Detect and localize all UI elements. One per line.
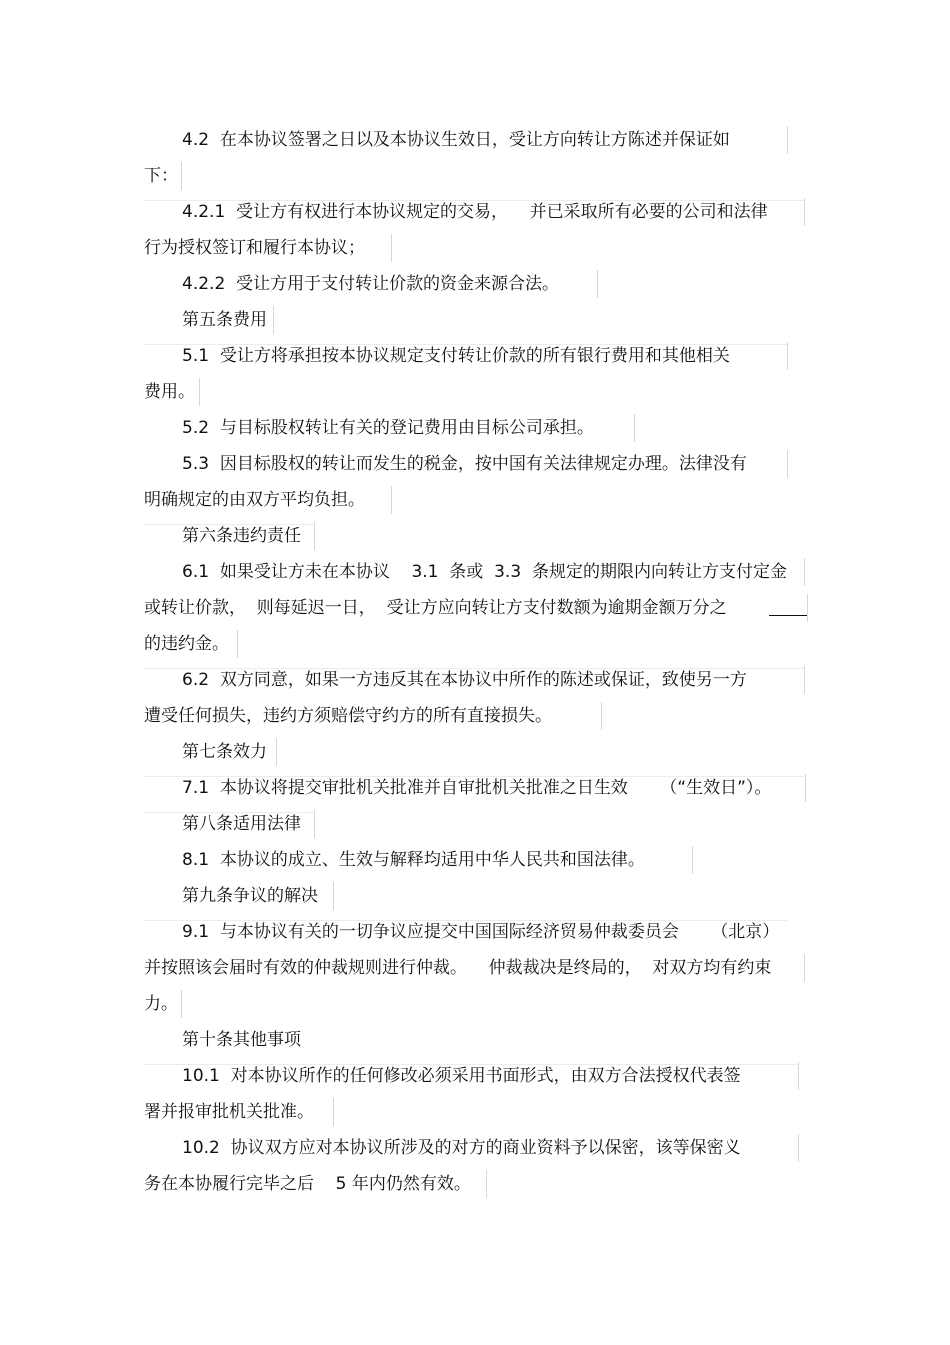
text-line: 6.1 如果受让方未在本协议 3.1 条或 3.3 条规定的期限内向转让方支付定金	[182, 562, 787, 582]
text-line: 8.1 本协议的成立、生效与解释均适用中华人民共和国法律。	[182, 850, 645, 870]
text-line: 遭受任何损失，违约方须赔偿守约方的所有直接损失。	[144, 706, 552, 726]
line-marker	[692, 846, 693, 874]
text-line: 10.2 协议双方应对本协议所涉及的对方的商业资料予以保密，该等保密义	[182, 1138, 741, 1158]
text-line: 并按照该会届时有效的仲裁规则进行仲裁。 仲裁裁决是终局的， 对双方均有约束	[144, 958, 772, 978]
line-marker	[486, 1170, 487, 1198]
text-line: 7.1 本协议将提交审批机关批准并自审批机关批准之日生效 （“生效日”）。	[182, 778, 772, 798]
line-marker	[798, 1134, 799, 1162]
line-marker	[804, 198, 805, 226]
blank-underline	[769, 600, 807, 616]
line-marker	[798, 1062, 799, 1090]
line-marker	[333, 1098, 334, 1126]
section-heading: 第五条费用	[182, 310, 267, 330]
text-line: 或转让价款， 则每延迟一日， 受让方应向转让方支付数额为逾期金额万分之	[144, 598, 727, 618]
section-heading: 第十条其他事项	[182, 1030, 301, 1050]
text-line: 务在本协履行完毕之后 5 年内仍然有效。	[144, 1174, 471, 1194]
line-marker	[314, 810, 315, 838]
section-heading: 第九条争议的解决	[182, 886, 318, 906]
line-marker	[601, 702, 602, 730]
line-marker	[391, 234, 392, 262]
text-line: 力。	[144, 994, 178, 1014]
text-line: 费用。	[144, 382, 195, 402]
text-line: 明确规定的由双方平均负担。	[144, 490, 365, 510]
line-marker	[804, 666, 805, 694]
line-marker	[333, 882, 334, 910]
text-line: 4.2 在本协议签署之日以及本协议生效日，受让方向转让方陈述并保证如	[182, 130, 730, 150]
line-marker	[391, 486, 392, 514]
text-line: 5.2 与目标股权转让有关的登记费用由目标公司承担。	[182, 418, 594, 438]
text-line: 5.1 受让方将承担按本协议规定支付转让价款的所有银行费用和其他相关	[182, 346, 730, 366]
section-heading: 第八条适用法律	[182, 814, 301, 834]
line-marker	[805, 774, 806, 802]
line-marker	[181, 990, 182, 1018]
line-marker	[804, 558, 805, 586]
line-marker	[787, 450, 788, 478]
line-marker	[276, 738, 277, 766]
text-line: 10.1 对本协议所作的任何修改必须采用书面形式，由双方合法授权代表签	[182, 1066, 741, 1086]
text-line: 4.2.2 受让方用于支付转让价款的资金来源合法。	[182, 274, 560, 294]
text-line: 9.1 与本协议有关的一切争议应提交中国国际经济贸易仲裁委员会 （北京）	[182, 922, 780, 942]
line-marker	[787, 342, 788, 370]
line-marker	[787, 126, 788, 154]
text-line: 5.3 因目标股权的转让而发生的税金，按中国有关法律规定办理。法律没有	[182, 454, 747, 474]
line-marker	[199, 378, 200, 406]
line-marker	[273, 306, 274, 334]
line-marker	[804, 954, 805, 982]
text-line: 下：	[144, 166, 178, 186]
section-heading: 第七条效力	[182, 742, 267, 762]
text-line: 行为授权签订和履行本协议；	[144, 238, 365, 258]
text-line: 4.2.1 受让方有权进行本协议规定的交易， 并已采取所有必要的公司和法律	[182, 202, 768, 222]
text-line: 的违约金。	[144, 634, 229, 654]
section-heading: 第六条违约责任	[182, 526, 301, 546]
line-marker	[314, 522, 315, 550]
line-marker	[181, 162, 182, 190]
text-line: 6.2 双方同意，如果一方违反其在本协议中所作的陈述或保证，致使另一方	[182, 670, 747, 690]
line-marker	[634, 414, 635, 442]
line-marker	[237, 630, 238, 658]
line-marker	[807, 594, 808, 622]
line-marker	[597, 270, 598, 298]
text-line: 署并报审批机关批准。	[144, 1102, 314, 1122]
